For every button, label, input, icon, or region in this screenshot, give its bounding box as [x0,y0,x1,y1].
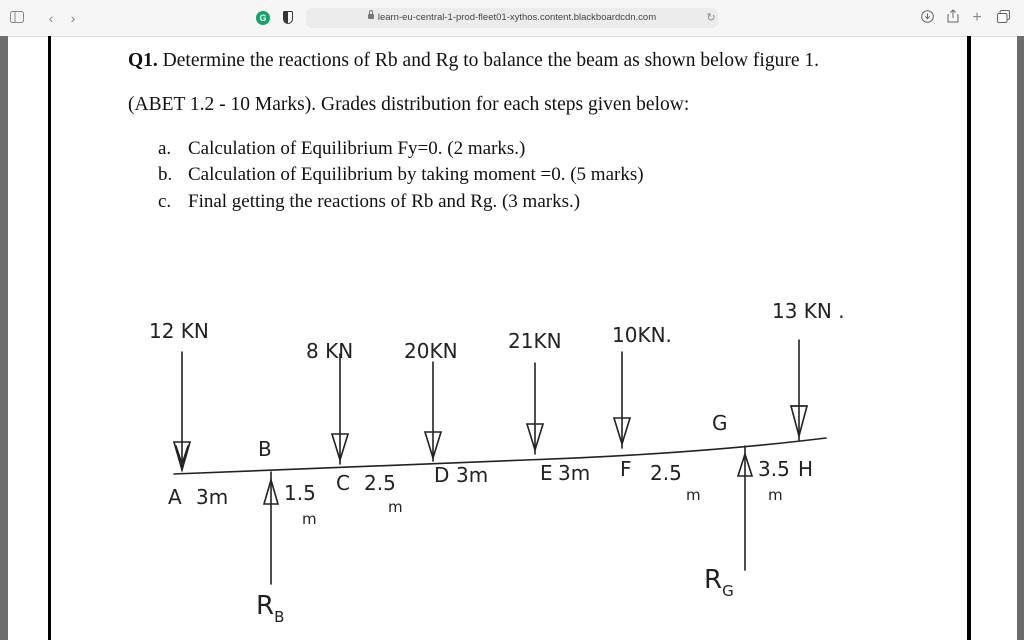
reaction-label-b: $R_B$ [256,591,285,626]
load-label: 21KN [508,329,562,353]
list-text: Calculation of Equilibrium by taking moment =0. (5 marks) [188,164,644,185]
right-border [1017,36,1024,640]
back-icon[interactable]: ‹ [48,10,54,26]
point-label: D [434,463,450,487]
right-page-edge [967,36,971,640]
question-number: Q1. [128,50,158,71]
list-marker: b. [158,164,173,185]
load-arrow-e [527,363,543,454]
list-marker: a. [158,138,172,159]
share-icon[interactable] [946,9,960,27]
span-unit: m [302,510,317,528]
point-label: C [336,471,350,495]
beam [174,438,826,474]
span-label: 3m [456,463,489,487]
new-tab-icon[interactable]: + [972,9,982,26]
span-unit: m [768,486,783,504]
load-arrow-c [332,354,348,464]
document-page [56,36,966,640]
reaction-arrow-g [738,446,752,570]
load-label: 20KN [404,339,458,363]
address-bar[interactable] [306,8,718,28]
sidebar-icon[interactable] [10,9,24,27]
left-page-edge [48,36,51,640]
point-label: H [798,457,814,481]
load-arrow-a [174,352,190,470]
grammarly-icon[interactable]: G [256,11,270,25]
load-label: 13 KN . [772,299,845,323]
privacy-shield-icon[interactable] [283,11,293,24]
span-label: 3.5 [758,457,790,481]
load-label: 10KN. [612,323,672,347]
question-text: Determine the reactions of Rb and Rg to balance the beam as shown below figure 1. [157,50,819,71]
forward-icon[interactable]: › [70,10,76,26]
load-arrow-f [614,352,630,448]
span-label: 2.5 [364,471,396,495]
list-text: Calculation of Equilibrium Fy=0. (2 marks.) [188,138,526,159]
load-arrow-h [791,340,807,440]
point-label: F [620,457,632,481]
reaction-arrow-b [264,472,278,584]
point-label: G [712,411,728,435]
browser-toolbar [0,0,1024,37]
lock-icon [368,14,374,19]
span-label: 2.5 [650,461,682,485]
span-unit: m [686,486,701,504]
span-label: 3m [558,461,591,485]
url-text: learn-eu-central-1-prod-fleet01-xythos.content.blackboardcdn.com [377,12,657,23]
question-line-2: (ABET 1.2 - 10 Marks). Grades distribution for each steps given below: [128,94,690,115]
reload-icon[interactable]: ↻ [706,12,716,24]
point-label: A [168,485,182,509]
list-marker: c. [158,191,172,212]
download-icon[interactable] [920,9,934,27]
span-label: 3m [196,485,229,509]
tabs-icon[interactable] [996,9,1010,27]
span-label: 1.5 [284,481,316,505]
point-label: E [540,461,553,485]
span-unit: m [388,498,403,516]
point-label: B [258,437,272,461]
load-arrow-d [425,362,441,461]
left-border [0,36,8,640]
reaction-label-g: $R_G$ [704,565,734,600]
beam-figure [56,36,966,640]
list-text: Final getting the reactions of Rb and Rg. (3 marks.) [188,191,581,212]
load-label: 8 KN [306,339,354,363]
load-label: 12 KN [149,319,209,343]
